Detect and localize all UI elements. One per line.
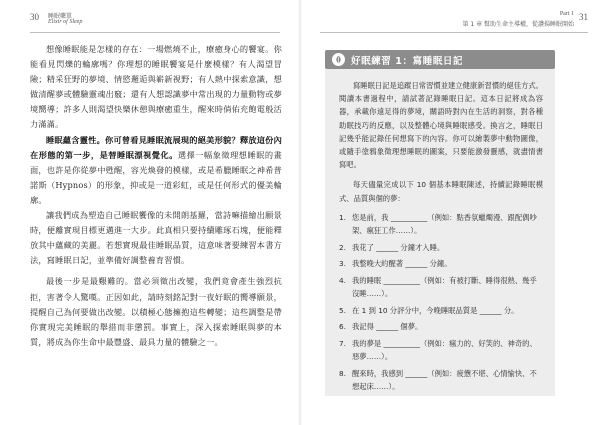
- list-item-text: 我花了 ______ 分鐘才入睡。: [352, 242, 445, 252]
- list-item: [339, 337, 543, 363]
- list-item-number: 1.: [339, 212, 346, 222]
- right-running-header: [320, 10, 588, 33]
- list-item: [339, 257, 543, 270]
- list-item: [339, 367, 543, 393]
- list-item-text: 我記得 ______ 個夢。: [352, 322, 423, 332]
- book-title-zh: 睡眠藥單: [48, 13, 73, 20]
- left-running-header: [30, 10, 280, 33]
- list-item-text: 醒來時，我感到 ______（例如：疲憊不堪、心情愉快、不想起床……）。: [352, 368, 537, 391]
- left-page-number: 30: [30, 12, 39, 22]
- list-item-text: 我的睡眠 __________（例如：有被打斷、睡得很熟、幾乎沒睡……）。: [352, 275, 537, 299]
- book-title-en: Elixir of Sleep: [48, 19, 83, 25]
- chapter-title: 第 1 章 幫助生命主導權，從讚揚睡眠開始: [462, 21, 574, 28]
- list-item-number: 7.: [339, 338, 346, 348]
- list-item-text: 我整晚大約醒著 ______ 分鐘。: [352, 259, 452, 269]
- paragraph-1: 想像睡眠能是怎樣的存在：一場燃燒不止，療癒身心的饗宴。你能看見閃爍的輪廓嗎？你理想的睡眠饗宴是什麼模樣？有人渴望冒險；精采狂野的夢境、情慾邂逅與嶄新視野；有人熱中探索意識，想做清醒夢或體驗靈魂出竅；還有人想認識夢中常出現的力量動物或夢境嚮導；許多人則渴望快樂休憩與療癒重生，醒來時倘佑充飽電般活力滿滿。: [30, 44, 282, 130]
- list-item-number: 6.: [339, 322, 346, 332]
- list-item-text: 在 1 到 10 分評分中，今晚睡眠品質是 ______ 分。: [352, 305, 519, 315]
- paragraph-2-bold: 睡眠蘊含靈性。你可曾看見睡眠流展現的絕美形貌？釋放這份內在形態的第一步，是替睡眠漂視覺化。: [30, 134, 282, 160]
- exercise-title-bar: [325, 50, 555, 69]
- list-item: [339, 274, 543, 300]
- list-item-number: 4.: [339, 275, 346, 285]
- list-item: [339, 211, 543, 237]
- paragraph-3: 讓我們成為塑造自己睡眠饗像的未開朗基羅，當詩嘛描繪出願景時，便離實現目標更邁進一大步。此真相只要持續雕琢石塊，便能釋放其中蘊藏的美麗。若想實現最佳睡眠品質，這意味著要練習本書方法，寫睡眠日記，並準備好調整養育習慣。: [30, 210, 282, 266]
- part-label: Part 1: [559, 11, 574, 17]
- list-item-text: 我的夢是 __________（例如：瘋力的、好笑的、神奇的、惡夢……）。: [352, 338, 537, 361]
- list-item-number: 3.: [339, 259, 346, 269]
- exercise-box: [325, 69, 555, 396]
- exercise-list: [339, 211, 543, 393]
- left-body-text: [30, 42, 282, 350]
- paragraph-2-rest: 選擇一幅象徵理想睡眠的畫面，也許是你從夢中甦醒，容光煥發的模樣，或是希臘睡眠之神希普諾斯（Hypnos）的形象，抑或是一道彩虹，或是任何形式的優美輪廓。: [30, 149, 282, 205]
- exercise-title: 好眠練習 1：寫睡眠日記: [351, 56, 464, 67]
- right-page-number: 31: [579, 12, 588, 22]
- exercise-intro: 寫睡眠日記是追蹤日常習慣並建立健康新習慣的絕佳方式。閱讀本書過程中，請試著記錄睡眠日記。這本日記將成為容器，承載你遠足得的夢境，關語時對內在生活的洞察，對各種助眠技巧的反應，以及整體心境與睡眠感受。換言之，睡眠日記幾乎能記錄任何想寫下的內容。你可以繪製夢中動物圖像，或隨手塗鴉象徵理想睡眠的圖案，只要能激發靈感，就盡情書寫吧。: [339, 81, 543, 170]
- list-item-number: 8.: [339, 368, 346, 378]
- list-item: [339, 304, 543, 317]
- list-item: [339, 241, 543, 254]
- paragraph-4: 最後一步是最艱難的。當必須徵出改變，我們竟會產生強烈抗拒，害著令人驚嘆。正因如此，請時刻銘記對一夜好眠的嚮導願景，提醒自己為何要做出改變。以積極心態擁抱這些轉變；這些調整是帶你實現完美睡眠的舉措而非懲罰。事實上，深入探索睡眠與夢的本質，將成為你生命中最豐盛、最具力量的體驗之一。: [30, 276, 282, 347]
- list-item: [339, 320, 543, 333]
- list-item-number: 2.: [339, 242, 346, 252]
- list-item-text: 您是前，我 __________（例如：點香氛蠟燭漫、跟配偶吵架、瘋狂工作……）。: [352, 212, 537, 236]
- list-item-number: 5.: [339, 305, 346, 315]
- paragraph-2: [30, 133, 282, 208]
- exercise-instruction: 每天儘量完成以下 10 個基本睡眠陳述，持續記錄睡眠模式、品質與個的夢：: [339, 180, 543, 203]
- leaf-icon: [332, 53, 345, 66]
